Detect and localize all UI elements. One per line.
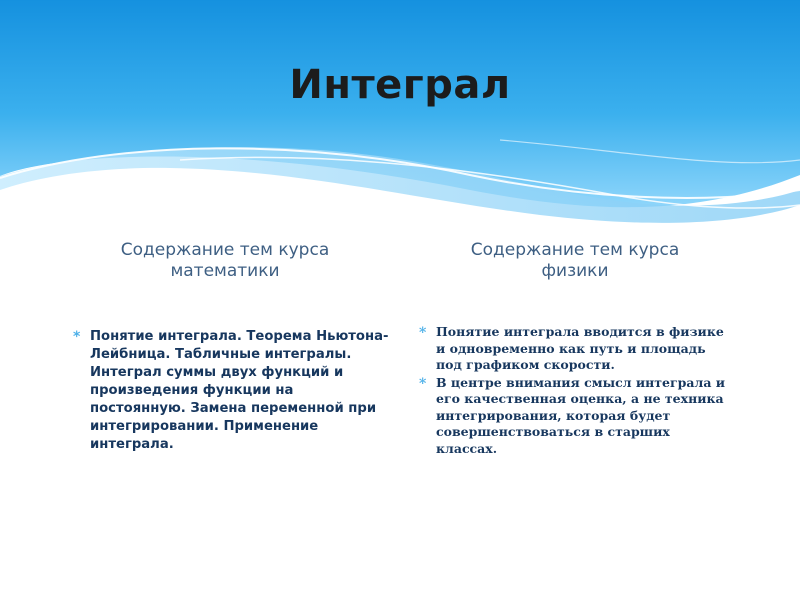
math-column-heading: Содержание тем курса математики: [120, 240, 330, 281]
star-bullet-icon: *: [419, 325, 427, 341]
physics-bullet-list: [419, 324, 726, 458]
math-bullet-list: [73, 328, 390, 454]
bullet-text: Понятие интеграла. Теорема Ньютона- Лейбница. Табличные интегралы. Интеграл суммы двух функций и произведения функции на постоянную. Замена переменной при интегрировании. Применение интеграла.: [90, 329, 389, 452]
slide-title: Интеграл: [289, 62, 511, 108]
physics-column-heading: Содержание тем курса физики: [470, 240, 680, 281]
bullet-text: Понятие интеграла вводится в физике и одновременно как путь и площадь под графиком скорости.: [436, 324, 724, 372]
list-item: [419, 374, 726, 458]
bullet-text: В центре внимания смысл интеграла и его качественная оценка, а не техника интегрирования, которая будет совершенствоваться в старших классах.: [436, 374, 726, 456]
list-item: [419, 324, 726, 374]
star-bullet-icon: *: [73, 329, 81, 345]
header-wave-background: [0, 0, 800, 230]
star-bullet-icon: *: [419, 375, 427, 392]
list-item: [73, 328, 390, 454]
